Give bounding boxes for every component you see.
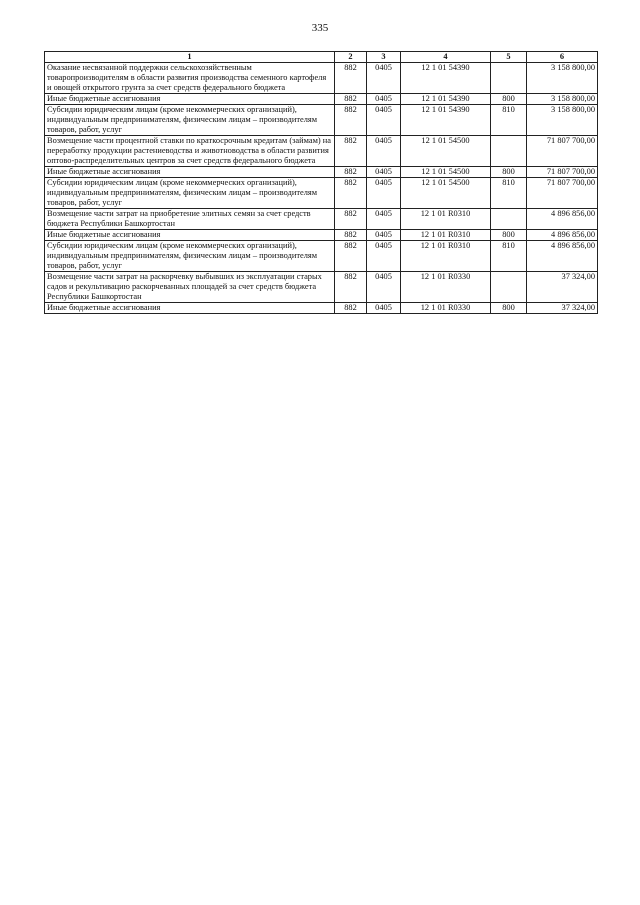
ministry-code-cell: 882: [335, 94, 367, 105]
section-code-cell: 0405: [367, 167, 401, 178]
section-code-cell: 0405: [367, 136, 401, 167]
ministry-code-cell: 882: [335, 167, 367, 178]
amount-cell: 3 158 800,00: [527, 63, 598, 94]
target-article-cell: 12 1 01 54500: [401, 136, 491, 167]
ministry-code-cell: 882: [335, 105, 367, 136]
table-row: [45, 105, 598, 136]
amount-cell: 37 324,00: [527, 303, 598, 314]
column-header: 3: [367, 52, 401, 63]
target-article-cell: 12 1 01 54390: [401, 63, 491, 94]
expense-type-cell: 800: [491, 94, 527, 105]
section-code-cell: 0405: [367, 303, 401, 314]
section-code-cell: 0405: [367, 94, 401, 105]
item-name-cell: Иные бюджетные ассигнования: [45, 167, 335, 178]
section-code-cell: 0405: [367, 230, 401, 241]
target-article-cell: 12 1 01 54390: [401, 94, 491, 105]
budget-table: [44, 51, 598, 314]
target-article-cell: 12 1 01 R0330: [401, 272, 491, 303]
ministry-code-cell: 882: [335, 209, 367, 230]
ministry-code-cell: 882: [335, 178, 367, 209]
table-row: [45, 136, 598, 167]
table-row: [45, 303, 598, 314]
ministry-code-cell: 882: [335, 272, 367, 303]
table-row: [45, 167, 598, 178]
target-article-cell: 12 1 01 R0310: [401, 241, 491, 272]
table-header-row: [45, 52, 598, 63]
ministry-code-cell: 882: [335, 230, 367, 241]
ministry-code-cell: 882: [335, 303, 367, 314]
amount-cell: 4 896 856,00: [527, 241, 598, 272]
item-name-cell: Субсидии юридическим лицам (кроме некоммерческих организаций), индивидуальным предпринимателям, физическим лицам – производителям товаров, работ, услуг: [45, 241, 335, 272]
item-name-cell: Субсидии юридическим лицам (кроме некоммерческих организаций), индивидуальным предпринимателям, физическим лицам – производителям товаров, работ, услуг: [45, 105, 335, 136]
column-header: 2: [335, 52, 367, 63]
section-code-cell: 0405: [367, 105, 401, 136]
amount-cell: 37 324,00: [527, 272, 598, 303]
expense-type-cell: [491, 63, 527, 94]
column-header: 5: [491, 52, 527, 63]
expense-type-cell: 810: [491, 178, 527, 209]
target-article-cell: 12 1 01 54390: [401, 105, 491, 136]
item-name-cell: Возмещение части процентной ставки по краткосрочным кредитам (займам) на переработку продукции растениеводства и животноводства в области развития оптово-распределительных центров за счет средств федерального бюджета: [45, 136, 335, 167]
table-row: [45, 209, 598, 230]
item-name-cell: Иные бюджетные ассигнования: [45, 303, 335, 314]
column-header: 4: [401, 52, 491, 63]
item-name-cell: Иные бюджетные ассигнования: [45, 230, 335, 241]
table-row: [45, 178, 598, 209]
amount-cell: 3 158 800,00: [527, 105, 598, 136]
section-code-cell: 0405: [367, 178, 401, 209]
expense-type-cell: [491, 272, 527, 303]
ministry-code-cell: 882: [335, 136, 367, 167]
amount-cell: 3 158 800,00: [527, 94, 598, 105]
ministry-code-cell: 882: [335, 241, 367, 272]
section-code-cell: 0405: [367, 209, 401, 230]
section-code-cell: 0405: [367, 63, 401, 94]
table-row: [45, 94, 598, 105]
table-body: [45, 63, 598, 314]
item-name-cell: Возмещение части затрат на приобретение элитных семян за счет средств бюджета Республики Башкортостан: [45, 209, 335, 230]
section-code-cell: 0405: [367, 241, 401, 272]
section-code-cell: 0405: [367, 272, 401, 303]
target-article-cell: 12 1 01 R0310: [401, 230, 491, 241]
table-row: [45, 63, 598, 94]
expense-type-cell: [491, 209, 527, 230]
amount-cell: 71 807 700,00: [527, 136, 598, 167]
amount-cell: 4 896 856,00: [527, 209, 598, 230]
item-name-cell: Субсидии юридическим лицам (кроме некоммерческих организаций), индивидуальным предпринимателям, физическим лицам – производителям товаров, работ, услуг: [45, 178, 335, 209]
page-number: 335: [311, 22, 329, 34]
expense-type-cell: 800: [491, 167, 527, 178]
expense-type-cell: 810: [491, 105, 527, 136]
target-article-cell: 12 1 01 R0330: [401, 303, 491, 314]
item-name-cell: Возмещение части затрат на раскорчевку выбывших из эксплуатации старых садов и рекультивацию раскорчеванных площадей за счет средств бюджета Республики Башкортостан: [45, 272, 335, 303]
column-header: 6: [527, 52, 598, 63]
expense-type-cell: [491, 136, 527, 167]
expense-type-cell: 800: [491, 303, 527, 314]
amount-cell: 71 807 700,00: [527, 167, 598, 178]
table-row: [45, 230, 598, 241]
amount-cell: 71 807 700,00: [527, 178, 598, 209]
item-name-cell: Оказание несвязанной поддержки сельскохозяйственным товаропроизводителям в области развития производства семенного картофеля и овощей открытого грунта за счет средств федерального бюджета: [45, 63, 335, 94]
target-article-cell: 12 1 01 R0310: [401, 209, 491, 230]
column-header: 1: [45, 52, 335, 63]
table-row: [45, 272, 598, 303]
target-article-cell: 12 1 01 54500: [401, 167, 491, 178]
amount-cell: 4 896 856,00: [527, 230, 598, 241]
table-row: [45, 241, 598, 272]
ministry-code-cell: 882: [335, 63, 367, 94]
expense-type-cell: 800: [491, 230, 527, 241]
expense-type-cell: 810: [491, 241, 527, 272]
target-article-cell: 12 1 01 54500: [401, 178, 491, 209]
item-name-cell: Иные бюджетные ассигнования: [45, 94, 335, 105]
